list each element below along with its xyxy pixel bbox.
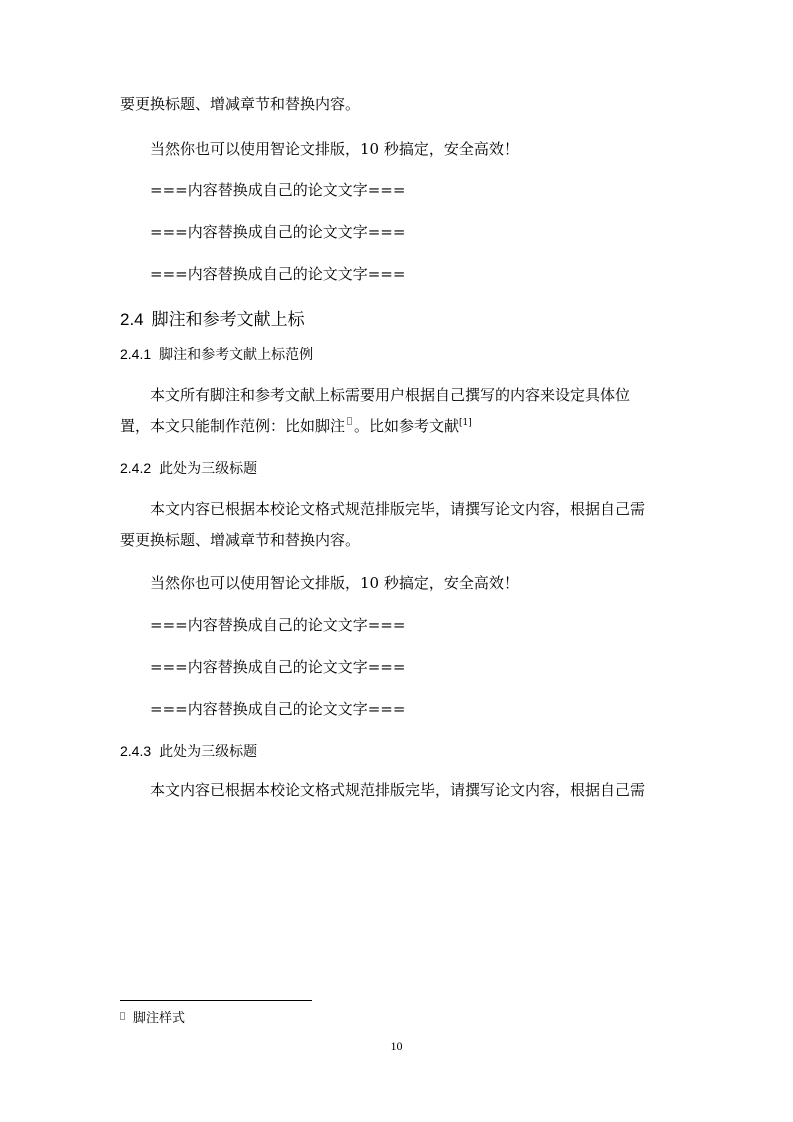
footnote-marker-icon <box>120 1012 125 1020</box>
paragraph: ===内容替换成自己的论文文字=== <box>150 223 406 241</box>
paragraph-text: 置，本文只能制作范例：比如脚注 <box>120 417 346 435</box>
section-heading-2-4-1 <box>120 344 313 365</box>
section-title: 此处为三级标题 <box>159 461 258 477</box>
paragraph: 本文内容已根据本校论文格式规范排版完毕，请撰写论文内容，根据自己需 <box>150 500 646 518</box>
paragraph: ===内容替换成自己的论文文字=== <box>150 658 406 676</box>
section-heading-2-4 <box>120 309 305 331</box>
paragraph-text: 。比如参考文献 <box>354 417 460 435</box>
section-heading-2-4-2 <box>120 458 257 479</box>
section-number: 2.4.3 <box>120 743 152 759</box>
paragraph-line: 要更换标题、增减章节和替换内容。 <box>120 531 361 549</box>
citation-superscript[interactable]: [1] <box>459 418 472 428</box>
section-number: 2.4.2 <box>120 460 152 476</box>
section-title: 脚注和参考文献上标范例 <box>159 347 314 363</box>
section-number: 2.4.1 <box>120 346 152 362</box>
section-number: 2.4 <box>120 310 144 329</box>
section-title: 此处为三级标题 <box>159 744 258 760</box>
paragraph: 当然你也可以使用智论文排版，10 秒搞定，安全高效！ <box>150 574 519 592</box>
paragraph: ===内容替换成自己的论文文字=== <box>150 700 406 718</box>
paragraph: 本文所有脚注和参考文献上标需要用户根据自己撰写的内容来设定具体位 <box>150 386 631 404</box>
paragraph: ===内容替换成自己的论文文字=== <box>150 265 406 283</box>
paragraph: 当然你也可以使用智论文排版，10 秒搞定，安全高效！ <box>150 140 519 158</box>
footnote-text: 脚注样式 <box>133 1011 186 1026</box>
paragraph: ===内容替换成自己的论文文字=== <box>150 181 406 199</box>
page-number: 10 <box>390 1039 403 1053</box>
paragraph: ===内容替换成自己的论文文字=== <box>150 616 406 634</box>
section-title: 脚注和参考文献上标 <box>151 310 305 330</box>
section-heading-2-4-3 <box>120 741 257 762</box>
footnote <box>120 1010 185 1028</box>
paragraph-line <box>120 416 472 436</box>
footnote-separator <box>120 1000 312 1001</box>
paragraph: 本文内容已根据本校论文格式规范排版完毕，请撰写论文内容，根据自己需 <box>150 781 646 799</box>
footnote-marker-icon[interactable] <box>347 417 352 425</box>
paragraph-continuation: 要更换标题、增减章节和替换内容。 <box>120 95 361 113</box>
